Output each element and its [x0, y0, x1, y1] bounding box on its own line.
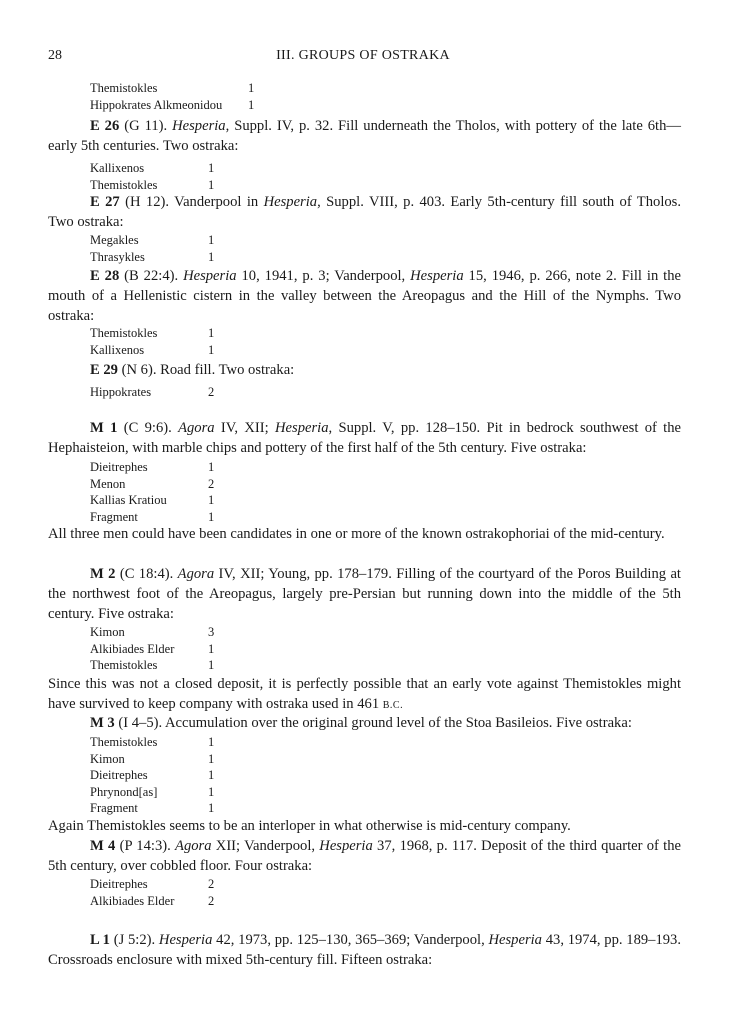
entry-m2: M 2 (C 18:4). Agora IV, XII; Young, pp. 178–179. Filling of the courtyard of the Poros Building at the northwest foot of the Areopagus, largely pre-Persian but running down into the middle of the 5th century. Five ostraka: — [48, 566, 681, 622]
ostraka-list-m4 — [90, 876, 215, 909]
ostrakon-row — [90, 325, 215, 342]
ostrakon-row — [90, 384, 215, 401]
entry-m3: M 3 (I 4–5). Accumulation over the original ground level of the Stoa Basileios. Five ostraka: — [90, 715, 632, 731]
candidate-name: Alkibiades Elder — [90, 893, 175, 908]
ostraka-count: 2 — [208, 385, 215, 399]
ostraka-count: 2 — [208, 476, 215, 491]
candidate-name: Themistokles — [90, 177, 158, 192]
entry-label: M 1 — [90, 420, 118, 436]
entry-l1: L 1 (J 5:2). Hesperia 42, 1973, pp. 125–130, 365–369; Vanderpool, Hesperia 43, 1974, pp. 189–193. Crossroads enclosure with mixed 5th-century fill. Fifteen ostraka: — [48, 932, 681, 968]
candidate-name: Themistokles — [90, 326, 158, 340]
entry-m2-note: Since this was not a closed deposit, it is perfectly possible that an early vote against Themistokles might have survived to keep company with ostraka used in 461 B.C. — [48, 676, 681, 712]
candidate-name: Kimon — [90, 751, 125, 766]
entry-m4: M 4 (P 14:3). Agora XII; Vanderpool, Hesperia 37, 1968, p. 117. Deposit of the third quarter of the 5th century, over cobbled floor. Four ostraka: — [48, 838, 681, 874]
ostrakon-row — [90, 232, 215, 249]
entry-label: E 29 — [90, 362, 118, 378]
ostrakon-row — [90, 657, 215, 674]
entry-e28: E 28 (B 22:4). Hesperia 10, 1941, p. 3; Vanderpool, Hesperia 15, 1946, p. 266, note 2. Fill in the mouth of a Hellenistic cistern in the valley between the Areopagus and the Hill of the Nymphs. Two ostraka: — [48, 268, 681, 324]
candidate-name: Hippokrates Alkmeonidou — [90, 97, 223, 112]
ostraka-count: 1 — [208, 161, 215, 175]
candidate-name: Kallias Kratiou — [90, 493, 167, 507]
candidate-name: Kimon — [90, 625, 125, 639]
ostrakon-row — [90, 509, 215, 526]
candidate-name: Themistokles — [90, 81, 158, 95]
candidate-name: Megakles — [90, 233, 139, 247]
entry-label: E 26 — [90, 118, 120, 134]
candidate-name: Thrasykles — [90, 249, 145, 264]
ostrakon-row — [90, 160, 215, 177]
ostraka-list-e28 — [90, 325, 215, 358]
entry-m1: M 1 (C 9:6). Agora IV, XII; Hesperia, Suppl. V, pp. 128–150. Pit in bedrock southwest of the Hephaisteion, with marble chips and pottery of the first half of the 5th century. Five ostraka: — [48, 420, 681, 456]
entry-label: M 3 — [90, 715, 115, 731]
candidate-name: Fragment — [90, 509, 138, 524]
ostrakon-row — [90, 893, 215, 910]
ostraka-count: 1 — [208, 641, 215, 656]
ostraka-list-e27 — [90, 232, 215, 265]
ostraka-count: 1 — [208, 509, 215, 524]
running-title: III. GROUPS OF OSTRAKA — [276, 48, 450, 63]
ostraka-count: 2 — [208, 877, 215, 891]
ostraka-count: 1 — [208, 493, 215, 507]
ostrakon-row — [90, 784, 215, 801]
ostrakon-row — [90, 97, 255, 114]
candidate-name: Hippokrates — [90, 385, 152, 399]
entry-label: E 28 — [90, 268, 120, 284]
candidate-name: Themistokles — [90, 658, 158, 672]
entry-e27: E 27 (H 12). Vanderpool in Hesperia, Suppl. VIII, p. 403. Early 5th-century fill south of Tholos. Two ostraka: — [48, 194, 681, 230]
candidate-name: Alkibiades Elder — [90, 641, 175, 656]
ostrakon-row — [90, 641, 215, 658]
candidate-name: Dieitrephes — [90, 768, 148, 782]
entry-m1-note: All three men could have been candidates in one or more of the known ostrakophoriai of the mid-century. — [48, 526, 665, 542]
page-number: 28 — [48, 48, 62, 63]
ostraka-count: 1 — [208, 784, 215, 799]
ostraka-list-carryover — [90, 80, 255, 113]
ostraka-count: 1 — [208, 249, 215, 264]
ostraka-count: 1 — [208, 751, 215, 766]
ostrakon-row — [90, 876, 215, 893]
candidate-name: Dieitrephes — [90, 460, 148, 474]
page-header — [48, 48, 678, 68]
candidate-name: Fragment — [90, 801, 138, 815]
ostrakon-row — [90, 342, 215, 359]
ostrakon-row — [90, 177, 215, 194]
ostraka-count: 2 — [208, 893, 215, 908]
entry-m3-note: Again Themistokles seems to be an interloper in what otherwise is mid-century company. — [48, 818, 571, 834]
entry-e26: E 26 (G 11). Hesperia, Suppl. IV, p. 32. Fill underneath the Tholos, with pottery of the late 6th—early 5th centuries. Two ostraka: — [48, 118, 682, 154]
ostraka-count: 1 — [208, 342, 215, 357]
ostraka-count: 1 — [208, 735, 215, 749]
ostraka-count: 1 — [208, 233, 215, 247]
ostraka-count: 1 — [248, 97, 255, 112]
ostrakon-row — [90, 751, 215, 768]
ostraka-count: 1 — [208, 460, 215, 474]
ostraka-count: 1 — [248, 81, 255, 95]
ostraka-count: 3 — [208, 625, 215, 639]
candidate-name: Menon — [90, 476, 126, 491]
candidate-name: Themistokles — [90, 735, 158, 749]
ostraka-list-m1 — [90, 459, 215, 525]
ostraka-list-m2 — [90, 624, 215, 674]
ostraka-count: 1 — [208, 177, 215, 192]
entry-label: M 4 — [90, 838, 116, 854]
entry-label: M 2 — [90, 566, 116, 582]
ostraka-count: 1 — [208, 768, 215, 782]
ostrakon-row — [90, 734, 215, 751]
candidate-name: Phrynond[as] — [90, 784, 158, 799]
candidate-name: Dieitrephes — [90, 877, 148, 891]
ostrakon-row — [90, 767, 215, 784]
entry-label: E 27 — [90, 194, 120, 210]
entry-label: L 1 — [90, 932, 110, 948]
ostraka-count: 1 — [208, 326, 215, 340]
ostraka-count: 1 — [208, 801, 215, 815]
ostraka-count: 1 — [208, 658, 215, 672]
ostraka-list-e26 — [90, 160, 215, 193]
ostraka-list-m3 — [90, 734, 215, 817]
ostraka-list-e29 — [90, 384, 215, 401]
ostrakon-row — [90, 492, 215, 509]
entry-e29: E 29 (N 6). Road fill. Two ostraka: — [90, 362, 295, 378]
ostrakon-row — [90, 624, 215, 641]
ostrakon-row — [90, 476, 215, 493]
ostrakon-row — [90, 249, 215, 266]
ostrakon-row — [90, 80, 255, 97]
ostrakon-row — [90, 800, 215, 817]
ostrakon-row — [90, 459, 215, 476]
candidate-name: Kallixenos — [90, 161, 145, 175]
candidate-name: Kallixenos — [90, 342, 145, 357]
